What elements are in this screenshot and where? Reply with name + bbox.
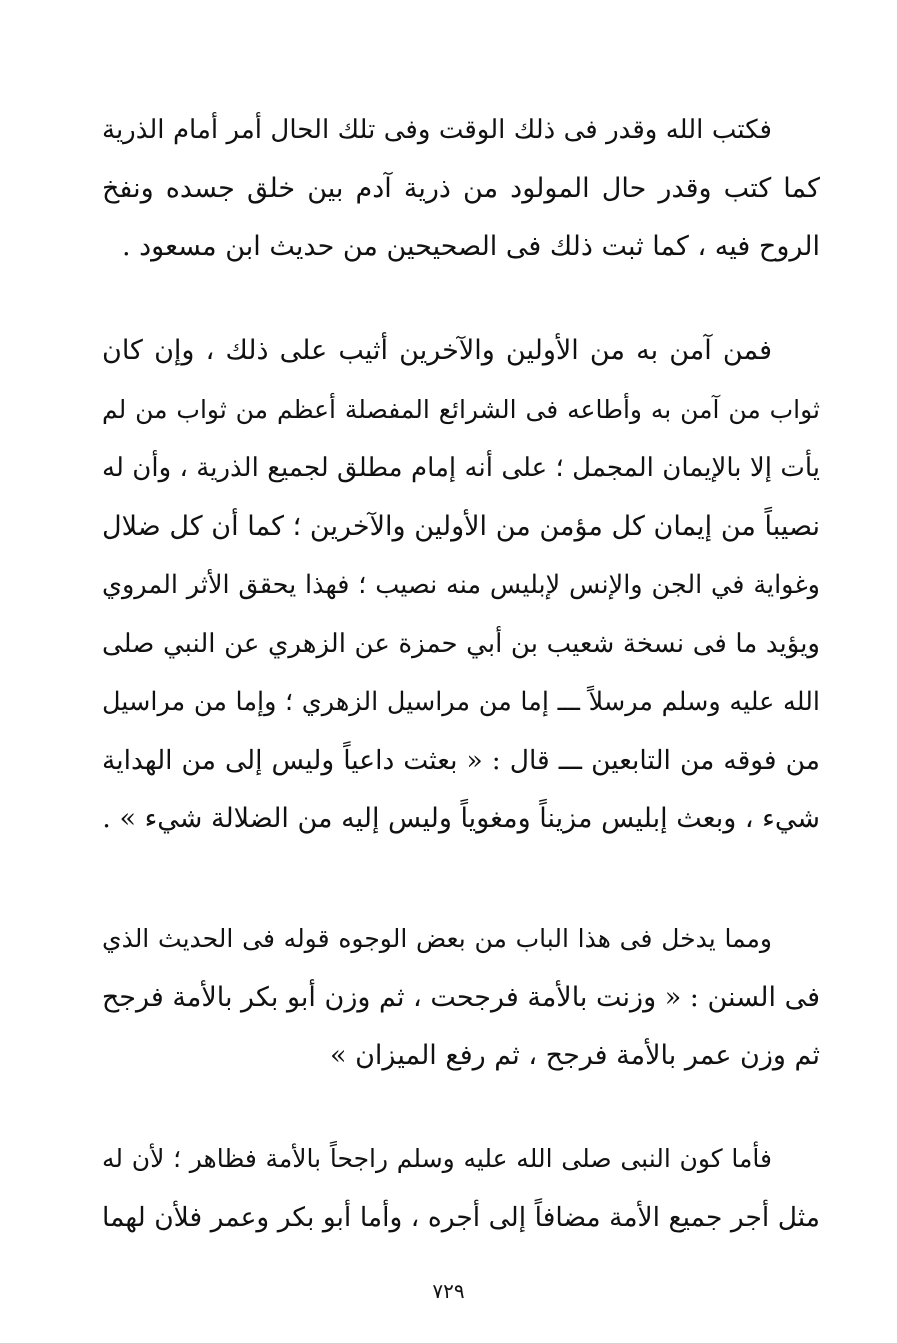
text-line: الله عليه وسلم مرسلاً ـــ إما من مراسيل الزهري ؛ وإما من مراسيل — [102, 687, 820, 717]
text-line: وغواية في الجن والإنس لإبليس منه نصيب ؛ فهذا يحقق الأثر المروي — [102, 570, 820, 600]
text-line: الروح فيه ، كما ثبت ذلك فى الصحيحين من حديث ابن مسعود . — [121, 231, 820, 262]
text-line: فأما كون النبى صلى الله عليه وسلم راجحاً بالأمة فظاهر ؛ لأن له — [102, 1144, 772, 1173]
text-line: نصيباً من إيمان كل مؤمن من الأولين والآخرين ؛ كما أن كل ضلال — [102, 510, 820, 542]
text-line: يأت إلا بالإيمان المجمل ؛ على أنه إمام مطلق لجميع الذرية ، وأن له — [102, 453, 820, 483]
text-line: مثل أجر جميع الأمة مضافاً إلى أجره ، وأما أبو بكر وعمر فلأن لهما — [102, 1201, 820, 1233]
paragraph-3 — [102, 910, 820, 1086]
text-line: ثواب من آمن به وأطاعه فى الشرائع المفصلة أعظم من ثواب من لم — [102, 394, 820, 424]
text-line: من فوقه من التابعين ـــ قال : « بعثت داعياً وليس إلى من الهداية — [102, 744, 820, 776]
paragraph-4 — [102, 1130, 820, 1247]
text-line: كما كتب وقدر حال المولود من ذرية آدم بين خلق جسده ونفخ — [102, 172, 820, 204]
page-number: ٧٢٩ — [432, 1279, 465, 1303]
text-line: ثم وزن عمر بالأمة فرجح ، ثم رفع الميزان » — [330, 1040, 820, 1071]
text-line: شيء ، وبعث إبليس مزيناً ومغوياً وليس إليه من الضلالة شيء » . — [102, 803, 820, 834]
text-line: فى السنن : « وزنت بالأمة فرجحت ، ثم وزن أبو بكر بالأمة فرجح — [102, 981, 820, 1013]
text-line: ويؤيد ما فى نسخة شعيب بن أبي حمزة عن الزهري عن النبي صلى — [102, 628, 820, 659]
paragraph-2 — [102, 322, 820, 849]
text-line: فكتب الله وقدر فى ذلك الوقت وفى تلك الحال أمر أمام الذرية — [102, 115, 772, 145]
text-line: ومما يدخل فى هذا الباب من بعض الوجوه قوله فى الحديث الذي — [102, 924, 772, 953]
text-line: فمن آمن به من الأولين والآخرين أثيب على ذلك ، وإن كان — [102, 335, 772, 366]
paragraph-1 — [102, 101, 820, 277]
